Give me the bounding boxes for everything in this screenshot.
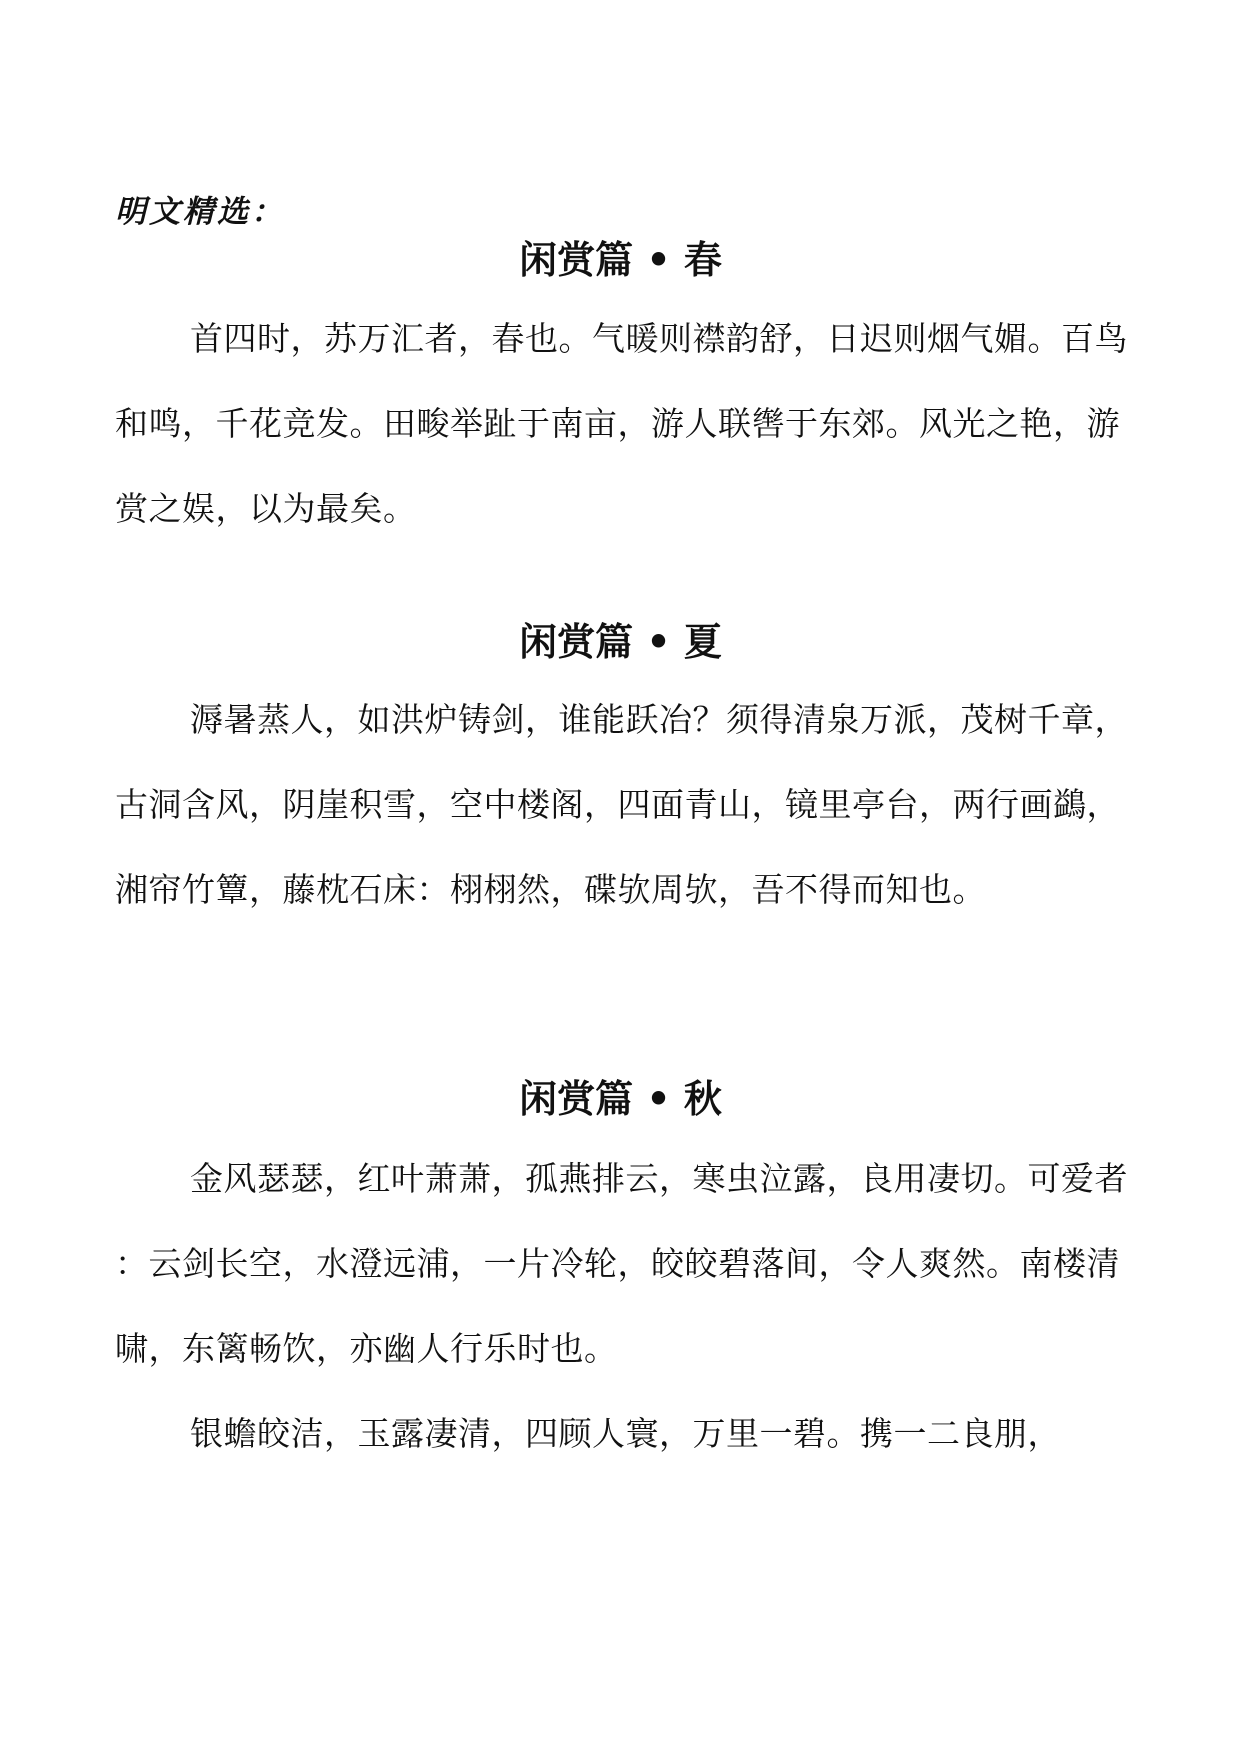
collection-label: 明文精选： bbox=[115, 194, 285, 230]
autumn-paragraph-2: 银蟾皎洁，玉露凄清，四顾人寰，万里一碧。携一二良朋， bbox=[190, 1414, 1061, 1453]
autumn-paragraph-1: 金风瑟瑟，红叶萧萧，孤燕排云，寒虫泣露，良用凄切。可爱者 ：云剑长空，水澄远浦，一片冷轮，皎皎碧落间，令人爽然。南楼清啸，东篱畅饮，亦幽人行乐时也。 bbox=[115, 1159, 1128, 1368]
section-heading-summer: 闲赏篇 • 夏 bbox=[519, 620, 722, 664]
summer-paragraph: 溽暑蒸人，如洪炉铸剑，谁能跃冶？须得清泉万派，茂树千章，古洞含风，阴崖积雪，空中楼阁，四面青山，镜里亭台，两行画鷁，湘帘竹簟，藤枕石床：栩栩然，碟欤周欤，吾不得而知也。 bbox=[115, 700, 1128, 909]
section-heading-autumn: 闲赏篇 • 秋 bbox=[519, 1077, 722, 1121]
section-heading-spring: 闲赏篇 • 春 bbox=[519, 238, 722, 282]
spring-paragraph: 首四时，苏万汇者，春也。气暖则襟韵舒，日迟则烟气媚。百鸟和鸣，千花竞发。田畯举趾于南亩，游人联辔于东郊。风光之艳，游赏之娱，以为最矣。 bbox=[115, 319, 1128, 528]
